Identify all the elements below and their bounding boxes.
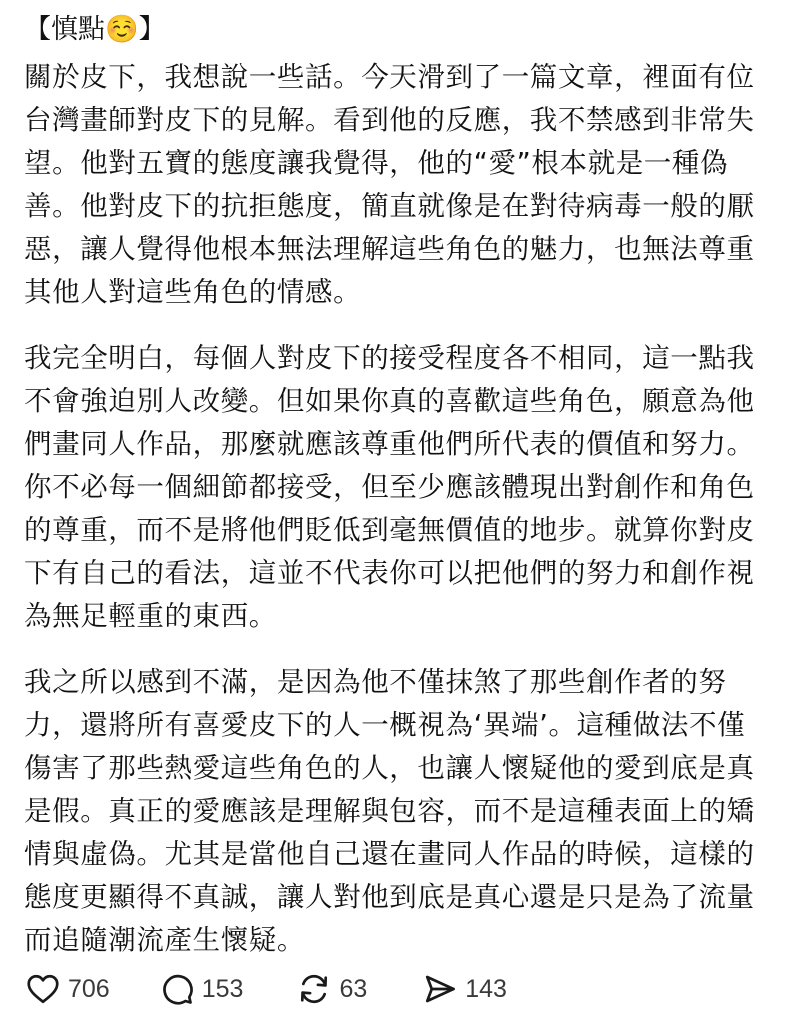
- share-button[interactable]: [421, 970, 507, 1008]
- post-paragraph-2: 我完全明白，每個人對皮下的接受程度各不相同，這一點我不會強迫別人改變。但如果你真的喜歡這些角色，願意為他們畫同人作品，那麼就應該尊重他們所代表的價值和努力。你不必每一個細節都接受，但至少應該體現出對創作和角色的尊重，而不是將他們貶低到毫無價值的地步。就算你對皮下有自己的看法，這並不代表你可以把他們的努力和創作視為無足輕重的東西。: [24, 342, 755, 632]
- repost-icon: [295, 970, 333, 1008]
- post: [24, 6, 768, 962]
- post-paragraph-3: 我之所以感到不滿，是因為他不僅抹煞了那些創作者的努力，還將所有喜愛皮下的人一概視為‘異端’。這種做法不僅傷害了那些熱愛這些角色的人，也讓人懷疑他的愛到底是真是假。真正的愛應該是理解與包容，而不是這種表面上的矯情與虛偽。尤其是當他自己還在畫同人作品的時候，這樣的態度更顯得不真誠，讓人對他到底是真心還是只是為了流量而追隨潮流產生懷疑。: [24, 666, 755, 956]
- post-paragraph-1: 關於皮下，我想說一些話。今天滑到了一篇文章，裡面有位台灣畫師對皮下的見解。看到他的反應，我不禁感到非常失望。他對五寶的態度讓我覺得，他的“愛”根本就是一種偽善。他對皮下的抗拒態度，簡直就像是在對待病毒一般的厭惡，讓人覺得他根本無法理解這些角色的魅力，也無法尊重其他人對這些角色的情感。: [24, 61, 755, 308]
- post-title: 【慎點☺️】: [24, 14, 166, 45]
- send-icon: [421, 970, 459, 1008]
- repost-count: 63: [339, 974, 368, 1003]
- post-action-bar: [24, 966, 507, 1012]
- repost-button[interactable]: [295, 970, 367, 1008]
- comment-icon: [158, 970, 196, 1008]
- like-count: 706: [68, 974, 110, 1003]
- reply-count: 153: [201, 974, 244, 1003]
- like-button[interactable]: [24, 970, 110, 1008]
- heart-icon: [24, 970, 62, 1008]
- reply-button[interactable]: [158, 970, 244, 1008]
- share-count: 143: [465, 974, 507, 1003]
